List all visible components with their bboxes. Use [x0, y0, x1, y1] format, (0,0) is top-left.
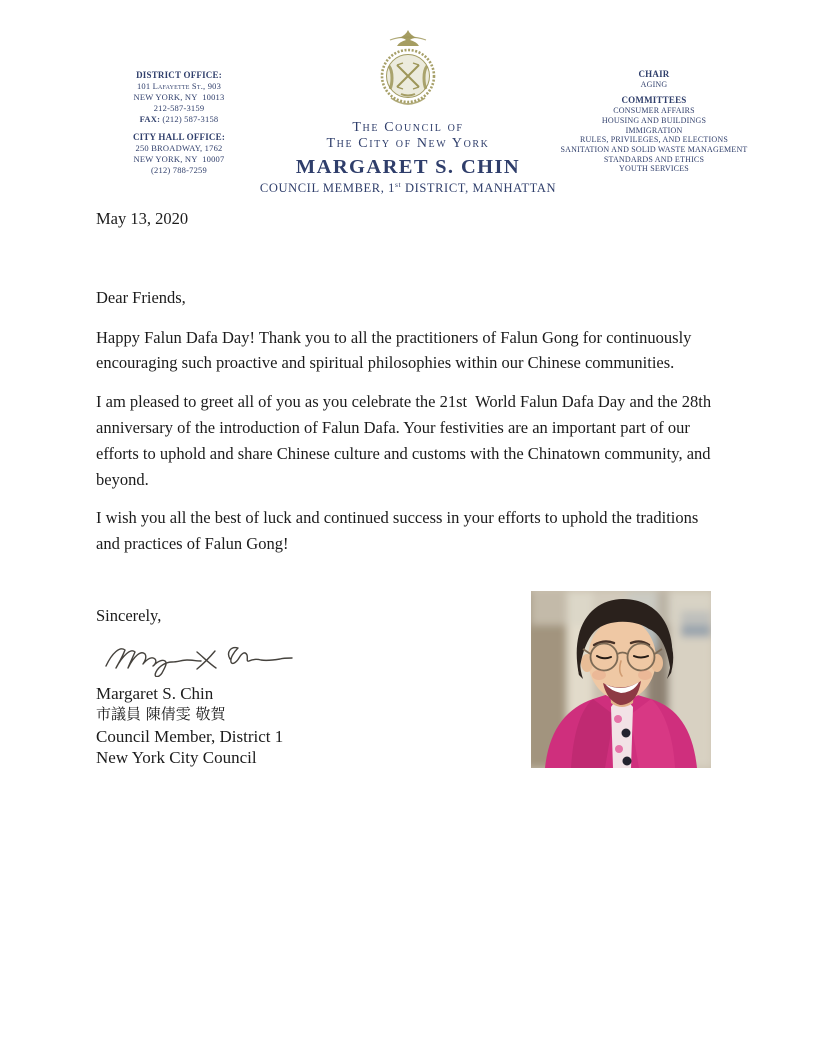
paragraph-2: I am pleased to greet all of you as you celebrate the 21st World Falun Dafa Day and the 28th anniversary of the introduction of Falun Dafa. Your festivities are an important part of our efforts to uphold and share Chinese culture and customs with the Chinatown community, and beyond. [96, 392, 712, 489]
city-hall-address2: NEW YORK, NY 10007 [133, 154, 225, 164]
committee-item: CONSUMER AFFAIRS [613, 106, 695, 116]
committee-item: HOUSING AND BUILDINGS [601, 115, 707, 125]
committees-title: COMMITTEES [621, 95, 687, 106]
paragraph-1: Happy Falun Dafa Day! Thank you to all the practitioners of Falun Gong for continuously encouraging such proactive and spiritual philosophies within our Chinese communities. [96, 327, 692, 373]
fax-label: FAX: [139, 114, 161, 124]
signature-icon [102, 633, 297, 677]
closing: Sincerely, [96, 605, 162, 625]
chair-item: AGING [640, 79, 668, 89]
district-office-address1: 101 Lafayette St., 903 [136, 81, 222, 91]
member-name: MARGARET S. CHIN [295, 156, 521, 178]
district-office-block [84, 70, 274, 176]
city-hall-phone: (212) 788-7259 [151, 165, 207, 175]
salutation: Dear Friends, [96, 287, 186, 307]
district-office-title: DISTRICT OFFICE: [136, 70, 222, 80]
member-title-suffix: DISTRICT, MANHATTAN [401, 181, 557, 196]
city-hall-office-title: CITY HALL OFFICE: [132, 132, 226, 142]
committee-item: RULES, PRIVILEGES, AND ELECTIONS [580, 135, 728, 145]
signer-organization: New York City Council [96, 748, 257, 768]
council-of-line: The Council of [352, 120, 464, 135]
district-office-address2: NEW YORK, NY 10013 [133, 92, 225, 102]
letterhead-center [258, 0, 558, 195]
member-title-ordinal: st [395, 180, 402, 189]
committee-item: STANDARDS AND ETHICS [603, 154, 705, 164]
district-office-phone: 212-587-3159 [153, 103, 205, 113]
member-title-prefix: COUNCIL MEMBER, 1 [259, 181, 396, 196]
chair-title: CHAIR [638, 69, 670, 79]
committee-item: YOUTH SERVICES [619, 164, 689, 174]
signer-name-chinese: 市議員 陳倩雯 敬賀 [96, 705, 226, 724]
city-hall-address1: 250 BROADWAY, 1762 [135, 143, 223, 153]
city-of-new-york-line: The City of New York [326, 135, 490, 151]
paragraph-3: I wish you all the best of luck and continued success in your efforts to uphold the traditions and practices of Falun Gong! [96, 508, 699, 554]
committee-item: SANITATION AND SOLID WASTE MANAGEMENT [560, 144, 748, 154]
nyc-seal-icon [377, 28, 439, 112]
letter-date: May 13, 2020 [96, 209, 189, 228]
committee-item: IMMIGRATION [625, 125, 683, 135]
district-office-fax [84, 114, 274, 125]
committees-block [544, 70, 764, 174]
spacer [84, 125, 274, 132]
signer-title: Council Member, District 1 [96, 726, 284, 746]
fax-value: (212) 587-3158 [160, 114, 219, 124]
member-title [258, 178, 558, 195]
signer-name: Margaret S. Chin [96, 683, 214, 703]
portrait-photo [531, 591, 711, 768]
